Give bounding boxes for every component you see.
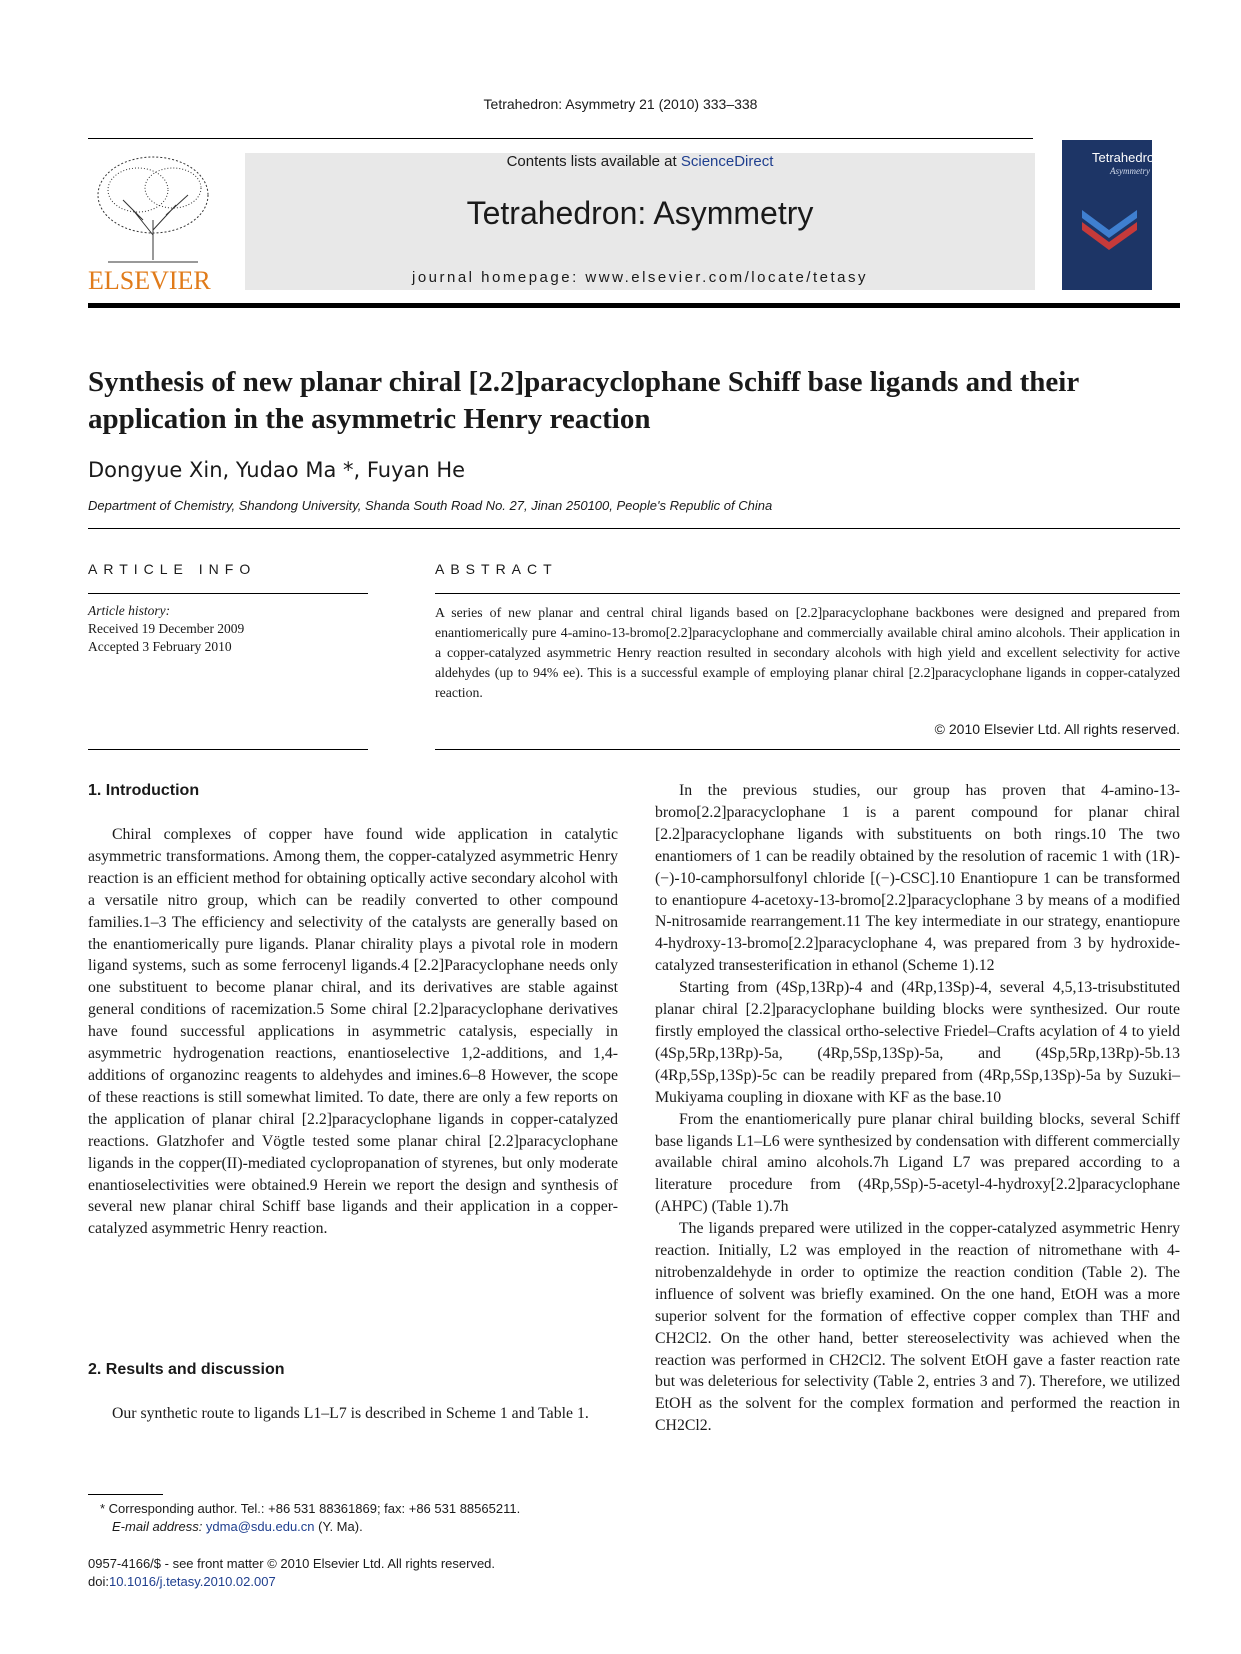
- results-paragraph-1: Our synthetic route to ligands L1–L7 is described in Scheme 1 and Table 1.: [112, 1405, 589, 1422]
- cover-subtitle: Asymmetry: [1110, 166, 1150, 176]
- header-thick-rule: [88, 303, 1180, 308]
- results-paragraph: [88, 1403, 618, 1425]
- received-date: Received 19 December 2009: [88, 621, 245, 636]
- doi-link[interactable]: 10.1016/j.tetasy.2010.02.007: [108, 1574, 276, 1589]
- history-label: Article history:: [88, 603, 171, 618]
- accepted-date: Accepted 3 February 2010: [88, 639, 232, 654]
- article-title: Synthesis of new planar chiral [2.2]paracyclophane Schiff base ligands and their application in the asymmetric Henry reaction: [88, 366, 1079, 435]
- article-history: [88, 602, 244, 656]
- journal-banner: [245, 153, 1035, 290]
- author-list: Dongyue Xin, Yudao Ma *, Fuyan He: [88, 458, 466, 482]
- email-suffix: (Y. Ma).: [314, 1519, 363, 1534]
- col2-paragraph-1: In the previous studies, our group has proven that 4-amino-13-bromo[2.2]paracyclophane 1 is a parent compound for planar chiral [2.2]paracyclophane ligands with substituents on both rings.10 The two enantiomers of 1 can be readily obtained by the resolution of racemic 1 with (1R)-(−)-10-camphorsulfonyl chloride [(−)-CSC].10 Enantiopure 1 can be transformed to enantiopure 4-acetoxy-13-bromo[2.2]paracyclophane 3 by means of a modified N-nitrosamide rearrangement.11 The key intermediate in our strategy, enantiopure 4-hydroxy-13-bromo[2.2]paracyclophane 4, was prepared from 3 by hydroxide-catalyzed transesterification in ethanol (Scheme 1).12: [655, 782, 1180, 975]
- contents-line: [245, 153, 1035, 170]
- article-info-heading: ARTICLE INFO: [88, 561, 257, 577]
- intro-paragraph-1: Chiral complexes of copper have found wide application in catalytic asymmetric transformations. Among them, the copper-catalyzed asymmetric Henry reaction is an efficient method for obtaining optically active secondary alcohol with a versatile nitro group, which can be readily converted to other compound families.1–3 The efficiency and selectivity of the catalysts are generally based on the enantiomerically pure ligands. Planar chirality plays a pivotal role in modern ligand systems, such as some ferrocenyl ligands.4 [2.2]Paracyclophane needs only one substituent to become planar chiral, and its derivatives are stable against general conditions of racemization.5 Some chiral [2.2]paracyclophane derivatives have found successful applications in asymmetric catalysis, especially in asymmetric hydrogenation reactions, enantioselective 1,2-additions, and 1,4-additions of organozinc reagents to aldehydes and imines.6–8 However, the scope of these reactions is still somewhat limited. To date, there are only a few reports on the application of planar chiral [2.2]paracyclophane ligands in copper-catalyzed reactions. Glatzhofer and Vögtle tested some planar chiral [2.2]paracyclophane ligands in the copper(II)-mediated cyclopropanation of styrenes, but only moderate enantioselectivities were obtained.9 Herein we report the design and synthesis of several new planar chiral Schiff base ligands and their application in a copper-catalyzed asymmetric Henry reaction.: [88, 826, 618, 1238]
- corresponding-author-note: * Corresponding author. Tel.: +86 531 88361869; fax: +86 531 88565211.: [100, 1501, 521, 1516]
- article-info-bottom-rule: [88, 749, 368, 750]
- abstract-bottom-rule: [435, 749, 1180, 750]
- affiliation-rule: [88, 528, 1180, 529]
- email-link[interactable]: ydma@sdu.edu.cn: [205, 1519, 315, 1534]
- abstract-text: A series of new planar and central chiral ligands based on [2.2]paracyclophane backbones were designed and prepared from enantiomerically pure 4-amino-13-bromo[2.2]paracyclophane and commercially available chiral amino alcohols. Their application in a copper-catalyzed asymmetric Henry reaction resulted in secondary alcohols with high yield and excellent selectivity for active aldehydes (up to 94% ee). This is a successful example of employing planar chiral [2.2]paracyclophane ligands in copper-catalyzed reaction.: [435, 605, 1180, 700]
- cover-graphic: [1082, 200, 1137, 250]
- results-heading: 2. Results and discussion: [88, 1361, 285, 1378]
- journal-homepage[interactable]: journal homepage: www.elsevier.com/locate/tetasy: [411, 269, 868, 286]
- abstract-copyright: © 2010 Elsevier Ltd. All rights reserved.: [934, 721, 1180, 737]
- running-head: Tetrahedron: Asymmetry 21 (2010) 333–338: [483, 96, 758, 112]
- abstract-heading: ABSTRACT: [435, 561, 558, 577]
- col2-paragraph-2: Starting from (4Sp,13Rp)-4 and (4Rp,13Sp)-4, several 4,5,13-trisubstituted planar chiral [2.2]paracyclophane building blocks were synthesized. Our route firstly employed the classical ortho-selective Friedel–Crafts acylation of 4 to yield (4Sp,5Rp,13Rp)-5a, (4Rp,5Sp,13Sp)-5a, and (4Sp,5Rp,13Rp)-5b.13 (4Rp,5Sp,13Sp)-5c can be readily prepared from (4Rp,5Sp,13Sp)-5a by Suzuki–Mukiyama coupling in dioxane with KF as the base.10: [655, 979, 1180, 1106]
- contents-prefix: Contents lists available at: [506, 153, 681, 170]
- intro-paragraph: [88, 824, 618, 1240]
- cover-title: Tetrahedron:: [1092, 150, 1165, 165]
- affiliation: Department of Chemistry, Shandong University, Shanda South Road No. 27, Jinan 250100, People's Republic of China: [88, 498, 773, 513]
- email-note: [112, 1518, 620, 1536]
- col2-paragraph-3: From the enantiomerically pure planar chiral building blocks, several Schiff base ligands L1–L6 were synthesized by condensation with different commercially available chiral amino alcohols.7h Ligand L7 was prepared according to a literature procedure from (4Rp,5Sp)-5-acetyl-4-hydroxy[2.2]paracyclophane (AHPC) (Table 1).7h: [655, 1110, 1180, 1216]
- email-label: E-mail address:: [112, 1519, 206, 1534]
- abstract-rule: [435, 593, 1180, 594]
- publisher-name: ELSEVIER: [88, 266, 211, 295]
- results-column-2: [655, 780, 1180, 1437]
- doi-line: [88, 1573, 628, 1591]
- top-rule: [88, 138, 1033, 139]
- doi-label: doi:: [88, 1574, 109, 1589]
- col2-paragraph-4: The ligands prepared were utilized in the copper-catalyzed asymmetric Henry reaction. Initially, L2 was employed in the reaction of nitromethane with 4-nitrobenzaldehyde in order to optimize the reaction condition (Table 2). The influence of solvent was briefly examined. On the one hand, EtOH was a more superior solvent for the formation of effective copper complex than THF and CH2Cl2. On the other hand, better stereoselectivity was achieved when the reaction was performed in CH2Cl2. The solvent EtOH gave a faster reaction rate but was deleterious for selectivity (Table 2, entries 3 and 7). Therefore, we utilized EtOH as the solvent for the complex formation and performed the reaction in CH2Cl2.: [655, 1220, 1180, 1435]
- intro-heading: 1. Introduction: [88, 782, 200, 799]
- journal-title: Tetrahedron: Asymmetry: [466, 195, 814, 231]
- issn-line: 0957-4166/$ - see front matter © 2010 Elsevier Ltd. All rights reserved.: [88, 1556, 496, 1571]
- journal-cover-image: [1062, 140, 1165, 290]
- article-info-rule: [88, 593, 368, 594]
- footnote-rule: [88, 1494, 163, 1495]
- sciencedirect-link[interactable]: ScienceDirect: [680, 153, 774, 170]
